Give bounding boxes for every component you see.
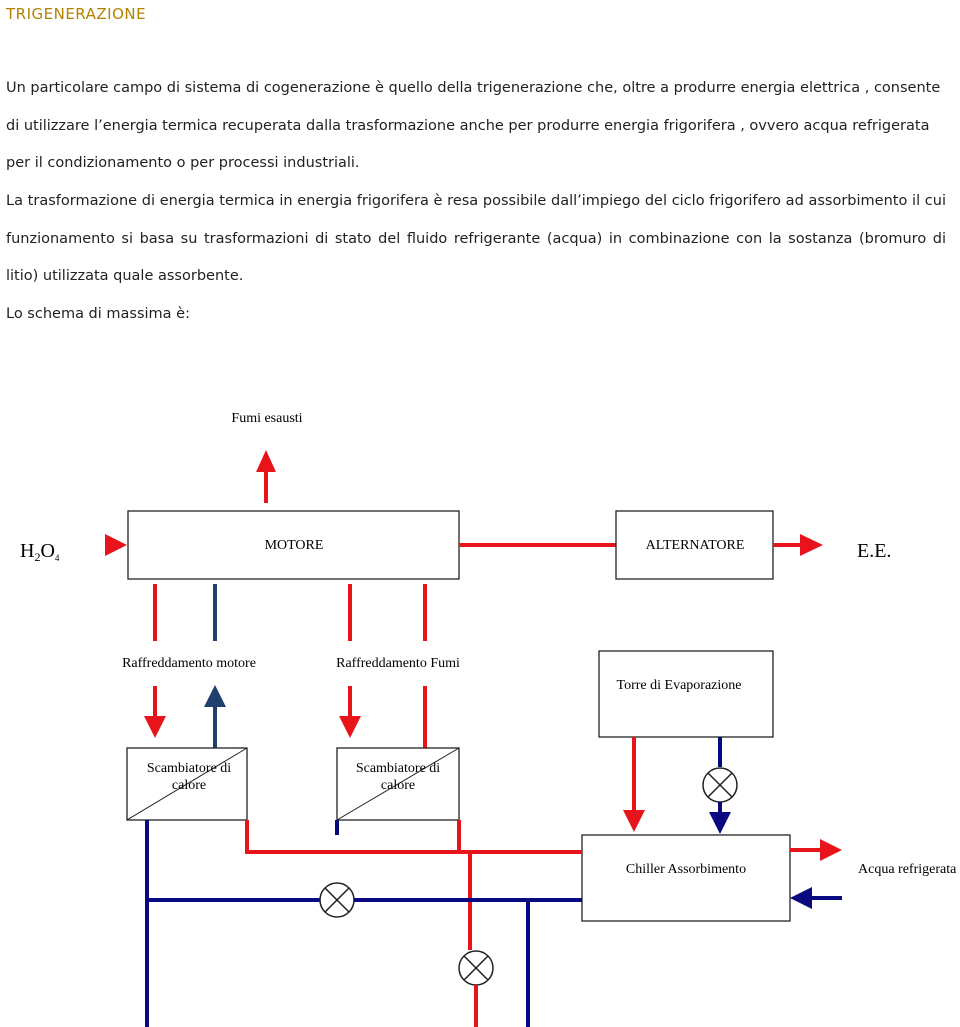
torre-valve xyxy=(703,768,737,802)
chiller-assorbimento-box xyxy=(582,835,790,921)
chiller-hot-out-arrow xyxy=(790,839,842,861)
raffr-motore-down-arrow xyxy=(144,686,166,738)
scambiatore-1-label-line1: Scambiatore di xyxy=(146,761,232,776)
scambiatore-1-label-line2: calore xyxy=(171,778,207,793)
chiller-cold-in-arrow xyxy=(790,887,842,909)
scambiatore-2-label-line2: calore xyxy=(380,778,416,793)
chiller-assorbimento-label: Chiller Assorbimento xyxy=(625,862,747,877)
acqua-refrigerata-label: Acqua refrigerata xyxy=(858,862,957,877)
fumi-esausti-label: Fumi esausti xyxy=(231,411,303,426)
raffreddamento-motore-label: Raffreddamento motore xyxy=(122,656,256,671)
torre-hot-down-arrow xyxy=(623,737,645,832)
bypass-valve xyxy=(459,951,493,985)
input-arrow xyxy=(105,534,127,556)
return-valve xyxy=(320,883,354,917)
raffr-motore-up-arrow xyxy=(204,685,226,748)
raffr-fumi-down-arrow xyxy=(339,686,361,738)
motore-label: MOTORE xyxy=(264,538,324,553)
torre-cold-down-arrow xyxy=(709,802,731,834)
paragraph-schema-intro: Lo schema di massima è: xyxy=(6,306,190,322)
scambiatore-2-label-line1: Scambiatore di xyxy=(355,761,441,776)
torre-evaporazione-label: Torre di Evaporazione xyxy=(616,678,742,693)
input-fuel-label: $H_2O_4$ xyxy=(20,540,60,564)
paragraph-absorption: La trasformazione di energia termica in energia frigorifera è resa possibile dall’impiego del ciclo frigorifero ad assorbimento il cui funzionamento si basa su trasformazioni di stato del fluido refrigerante (acqua) in combinazione con la sostanza (bromuro di litio) utilizzata quale assorbente. xyxy=(6,193,946,284)
paragraph-intro: Un particolare campo di sistema di cogenerazione è quello della trigenerazione che, oltre a produrre energia elettrica , consente di utilizzare l’energia termica recuperata dalla trasformazione anche per produrre energia frigorifera , ovvero acqua refrigerata per il condizionamento o per processi industriali. xyxy=(6,80,941,171)
alternatore-label: ALTERNATORE xyxy=(645,538,745,553)
output-arrow xyxy=(773,534,823,556)
raffreddamento-fumi-label: Raffreddamento Fumi xyxy=(336,656,460,671)
torre-evaporazione-box xyxy=(599,651,773,737)
page-title: TRIGENERAZIONE xyxy=(6,5,147,23)
fumi-up-arrow xyxy=(256,450,276,503)
output-ee-label: E.E. xyxy=(857,540,892,562)
